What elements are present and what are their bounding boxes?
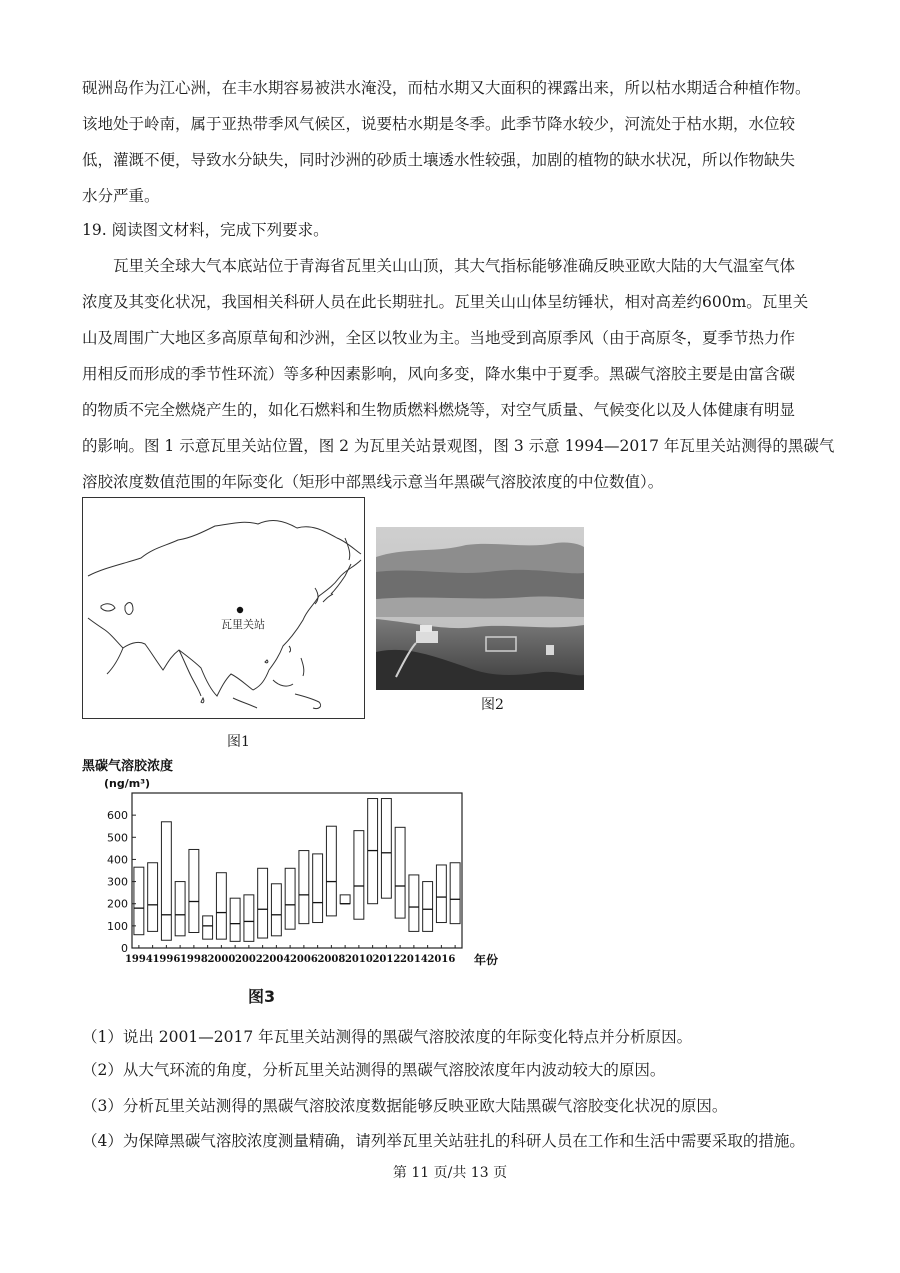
range-box: [313, 854, 323, 923]
range-box: [299, 851, 309, 924]
range-box: [423, 882, 433, 932]
range-box: [409, 875, 419, 931]
y-tick-label: 100: [107, 919, 128, 933]
range-box: [258, 868, 268, 938]
chart-yunit: (ng/m³): [104, 777, 151, 790]
range-box: [203, 916, 213, 939]
figure1-caption: 图1: [227, 734, 250, 750]
sub-question-3: （3）分析瓦里关站测得的黑碳气溶胶浓度数据能够反映亚欧大陆黑碳气溶胶变化状况的原因。: [82, 1097, 728, 1115]
range-box: [244, 895, 254, 942]
range-box: [161, 822, 171, 940]
range-box: [326, 826, 336, 916]
y-tick-label: 500: [107, 831, 128, 845]
range-box: [395, 827, 405, 918]
range-box: [271, 884, 281, 936]
y-tick-label: 0: [121, 942, 128, 955]
chart-ylabel: 黑碳气溶胶浓度: [82, 759, 174, 774]
range-box: [175, 882, 185, 936]
question-number-title: 19. 阅读图文材料，完成下列要求。: [82, 221, 329, 239]
answer-line: 该地处于岭南，属于亚热带季风气候区，说要枯水期是冬季。此季节降水较少，河流处于枯水期，水位较: [82, 115, 796, 133]
range-box: [189, 849, 199, 932]
material-paragraph: [82, 248, 835, 500]
page-footer: 第 11 页/共 13 页: [392, 1165, 508, 1181]
material-line: 的影响。图 1 示意瓦里关站位置，图 2 为瓦里关站景观图，图 3 示意 1994—2017 年瓦里关站测得的黑碳气: [82, 437, 835, 455]
answer-line: 低，灌溉不便，导致水分缺失，同时沙洲的砂质土壤透水性较强，加剧的植物的缺水状况，所以作物缺失: [82, 151, 796, 169]
figure3-chart: [82, 755, 512, 975]
range-box: [230, 898, 240, 941]
station-landscape-image: [376, 527, 584, 690]
station-marker: [237, 607, 243, 613]
question-title: [82, 212, 827, 248]
x-tick-label: 2016: [427, 954, 456, 965]
range-box: [340, 895, 350, 904]
range-box: [134, 867, 144, 935]
chart-xlabel: 年份: [474, 953, 499, 967]
y-tick-label: 200: [107, 897, 128, 911]
figure2-caption: 图2: [481, 697, 504, 713]
y-tick-label: 600: [107, 809, 128, 823]
figure1-map: [82, 497, 365, 719]
range-box: [450, 863, 460, 924]
range-box: [436, 865, 446, 923]
range-box: [285, 868, 295, 929]
station-label: 瓦里关站: [221, 618, 265, 631]
answer-paragraph: [82, 70, 827, 214]
x-tick-label: 1994: [124, 954, 153, 965]
plot-frame: [132, 793, 462, 948]
range-box: [148, 863, 158, 932]
figure2-photo: [376, 527, 584, 690]
x-tick-label: 2014: [399, 954, 428, 965]
x-tick-label: 2000: [207, 954, 236, 965]
sub-question-4: （4）为保障黑碳气溶胶浓度测量精确，请列举瓦里关站驻扎的科研人员在工作和生活中需要采取的措施。: [82, 1132, 805, 1150]
range-box: [216, 873, 226, 939]
asia-outline-map: [83, 498, 363, 717]
figure3-caption: 图3: [248, 987, 276, 1006]
x-tick-label: 2010: [344, 954, 373, 965]
range-box: [381, 799, 391, 899]
answer-line: 砚洲岛作为江心洲，在丰水期容易被洪水淹没，而枯水期又大面积的裸露出来，所以枯水期适合种植作物。: [82, 79, 811, 97]
x-tick-label: 2012: [372, 954, 401, 965]
x-tick-label: 2002: [234, 954, 263, 965]
sub-question-1: （1）说出 2001—2017 年瓦里关站测得的黑碳气溶胶浓度的年际变化特点并分析原因。: [82, 1028, 693, 1046]
range-box: [354, 831, 364, 920]
material-line: 浓度及其变化状况，我国相关科研人员在此长期驻扎。瓦里关山山体呈纺锤状，相对高差约600m。瓦里关: [82, 293, 809, 311]
x-tick-label: 2006: [289, 954, 318, 965]
black-carbon-box-chart: [82, 755, 512, 975]
material-line: 的物质不完全燃烧产生的，如化石燃料和生物质燃料燃烧等，对空气质量、气候变化以及人体健康有明显: [82, 401, 796, 419]
x-tick-label: 2008: [317, 954, 346, 965]
material-line: 用相反而形成的季节性环流）等多种因素影响，风向多变，降水集中于夏季。黑碳气溶胶主要是由富含碳: [82, 365, 796, 383]
y-tick-label: 300: [107, 875, 128, 889]
x-tick-label: 1996: [152, 954, 181, 965]
material-line: 山及周围广大地区多高原草甸和沙洲，全区以牧业为主。当地受到高原季风（由于高原冬，夏季节热力作: [82, 329, 796, 347]
y-tick-label: 400: [107, 853, 128, 867]
x-tick-label: 2004: [262, 954, 291, 965]
answer-line: 水分严重。: [82, 187, 160, 205]
material-line: 瓦里关全球大气本底站位于青海省瓦里关山山顶，其大气指标能够准确反映亚欧大陆的大气温室气体: [113, 257, 796, 275]
sub-question-2: （2）从大气环流的角度，分析瓦里关站测得的黑碳气溶胶浓度年内波动较大的原因。: [82, 1061, 666, 1079]
material-line: 溶胶浓度数值范围的年际变化（矩形中部黑线示意当年黑碳气溶胶浓度的中位数值）。: [82, 473, 664, 491]
x-tick-label: 1998: [179, 954, 208, 965]
